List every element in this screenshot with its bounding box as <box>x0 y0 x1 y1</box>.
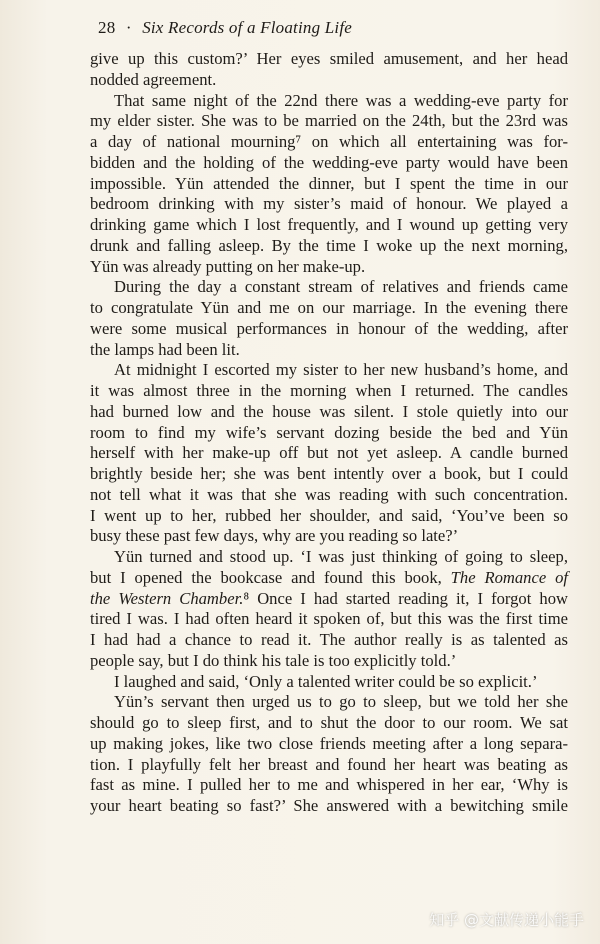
text-line: not tell what it was that she was reading with such concentration. <box>90 484 568 504</box>
text-line: I laughed and said, ‘Only a talented writer could be so explicit.’ <box>114 671 538 691</box>
text-line: it was almost three in the morning when I returned. The candles <box>90 381 568 400</box>
text-line: busy these past few days, why are you reading so late?’ <box>90 526 459 546</box>
text-line: drunk and falling asleep. By the time I woke up the next morning, <box>90 235 568 255</box>
body-text <box>90 49 568 817</box>
text-line: were some musical performances in honour of the wedding, after <box>90 318 568 338</box>
text-line: herself with her make-up off but not yet asleep. A candle burned <box>90 443 568 463</box>
text-line: my elder sister. She was to be married on the 24th, but the 23rd was <box>90 111 568 131</box>
text-line: fast as mine. I pulled her to me and whispered in her ear, ‘Why is <box>90 775 568 795</box>
text-line: That same night of the 22nd there was a wedding-eve party for <box>114 90 568 110</box>
text-line: tion. I playfully felt her breast and found her heart was beating as <box>90 754 568 774</box>
book-title: Six Records of a Floating Life <box>142 18 353 37</box>
text-line: brightly beside her; she was bent intently over a book, but I could <box>90 464 568 483</box>
book-title-italic: The Romance of <box>450 567 568 587</box>
text-line: to congratulate Yün and me on our marriage. In the evening there <box>90 298 568 317</box>
text-line: but I opened the bookcase and found this book, The Romance of <box>90 567 568 587</box>
running-head <box>98 18 352 38</box>
text-line: a day of national mourning⁷ on which all entertaining was for- <box>90 132 568 151</box>
text-line: I had had a chance to read it. The author really is as talented as <box>90 630 568 649</box>
text-line: drinking game which I lost frequently, and I wound up getting very <box>90 215 568 234</box>
text-line: room to find my wife’s servant dozing beside the bed and Yün <box>90 422 568 442</box>
watermark-text: 知乎 @文献传递小能手 <box>429 911 584 929</box>
text-line: tired I was. I had often heard it spoken of, but this was the first time <box>90 609 568 629</box>
text-line: up making jokes, like two close friends meeting after a long separa- <box>90 733 568 753</box>
text-line: Yün was already putting on her make-up. <box>90 256 366 276</box>
page-number: 28 <box>98 18 116 37</box>
text-line: At midnight I escorted my sister to her new husband’s home, and <box>114 360 568 380</box>
text-line: impossible. Yün attended the dinner, but I spent the time in our <box>90 173 568 193</box>
text-line: should go to sleep first, and to shut the door to our room. We sat <box>90 713 568 732</box>
watermark <box>429 909 584 930</box>
book-title-italic: the Western Chamber. <box>90 588 244 608</box>
text-line: nodded agreement. <box>90 69 217 89</box>
text-line: the lamps had been lit. <box>90 339 240 359</box>
text-line: people say, but I do think his tale is too explicitly told.’ <box>90 650 457 670</box>
text-line: your heart beating so fast?’ She answered with a bewitching smile <box>90 796 568 815</box>
text-line: I went up to her, rubbed her shoulder, and said, ‘You’ve been so <box>90 505 568 525</box>
text-line: bidden and the holding of the wedding-eve party would have been <box>90 152 568 172</box>
text-line: bedroom drinking with my sister’s maid of honour. We played a <box>90 194 568 214</box>
text-line: Yün’s servant then urged us to go to sleep, but we told her she <box>114 692 568 712</box>
text-line: During the day a constant stream of relatives and friends came <box>114 277 568 297</box>
text-line: Yün turned and stood up. ‘I was just thinking of going to sleep, <box>114 547 568 566</box>
text-line: give up this custom?’ Her eyes smiled amusement, and her head <box>90 49 568 68</box>
text-line: had burned low and the house was silent. I stole quietly into our <box>90 401 568 421</box>
running-head-separator: · <box>125 18 132 37</box>
text-line: the Western Chamber.⁸ Once I had started reading it, I forgot how <box>90 588 568 608</box>
